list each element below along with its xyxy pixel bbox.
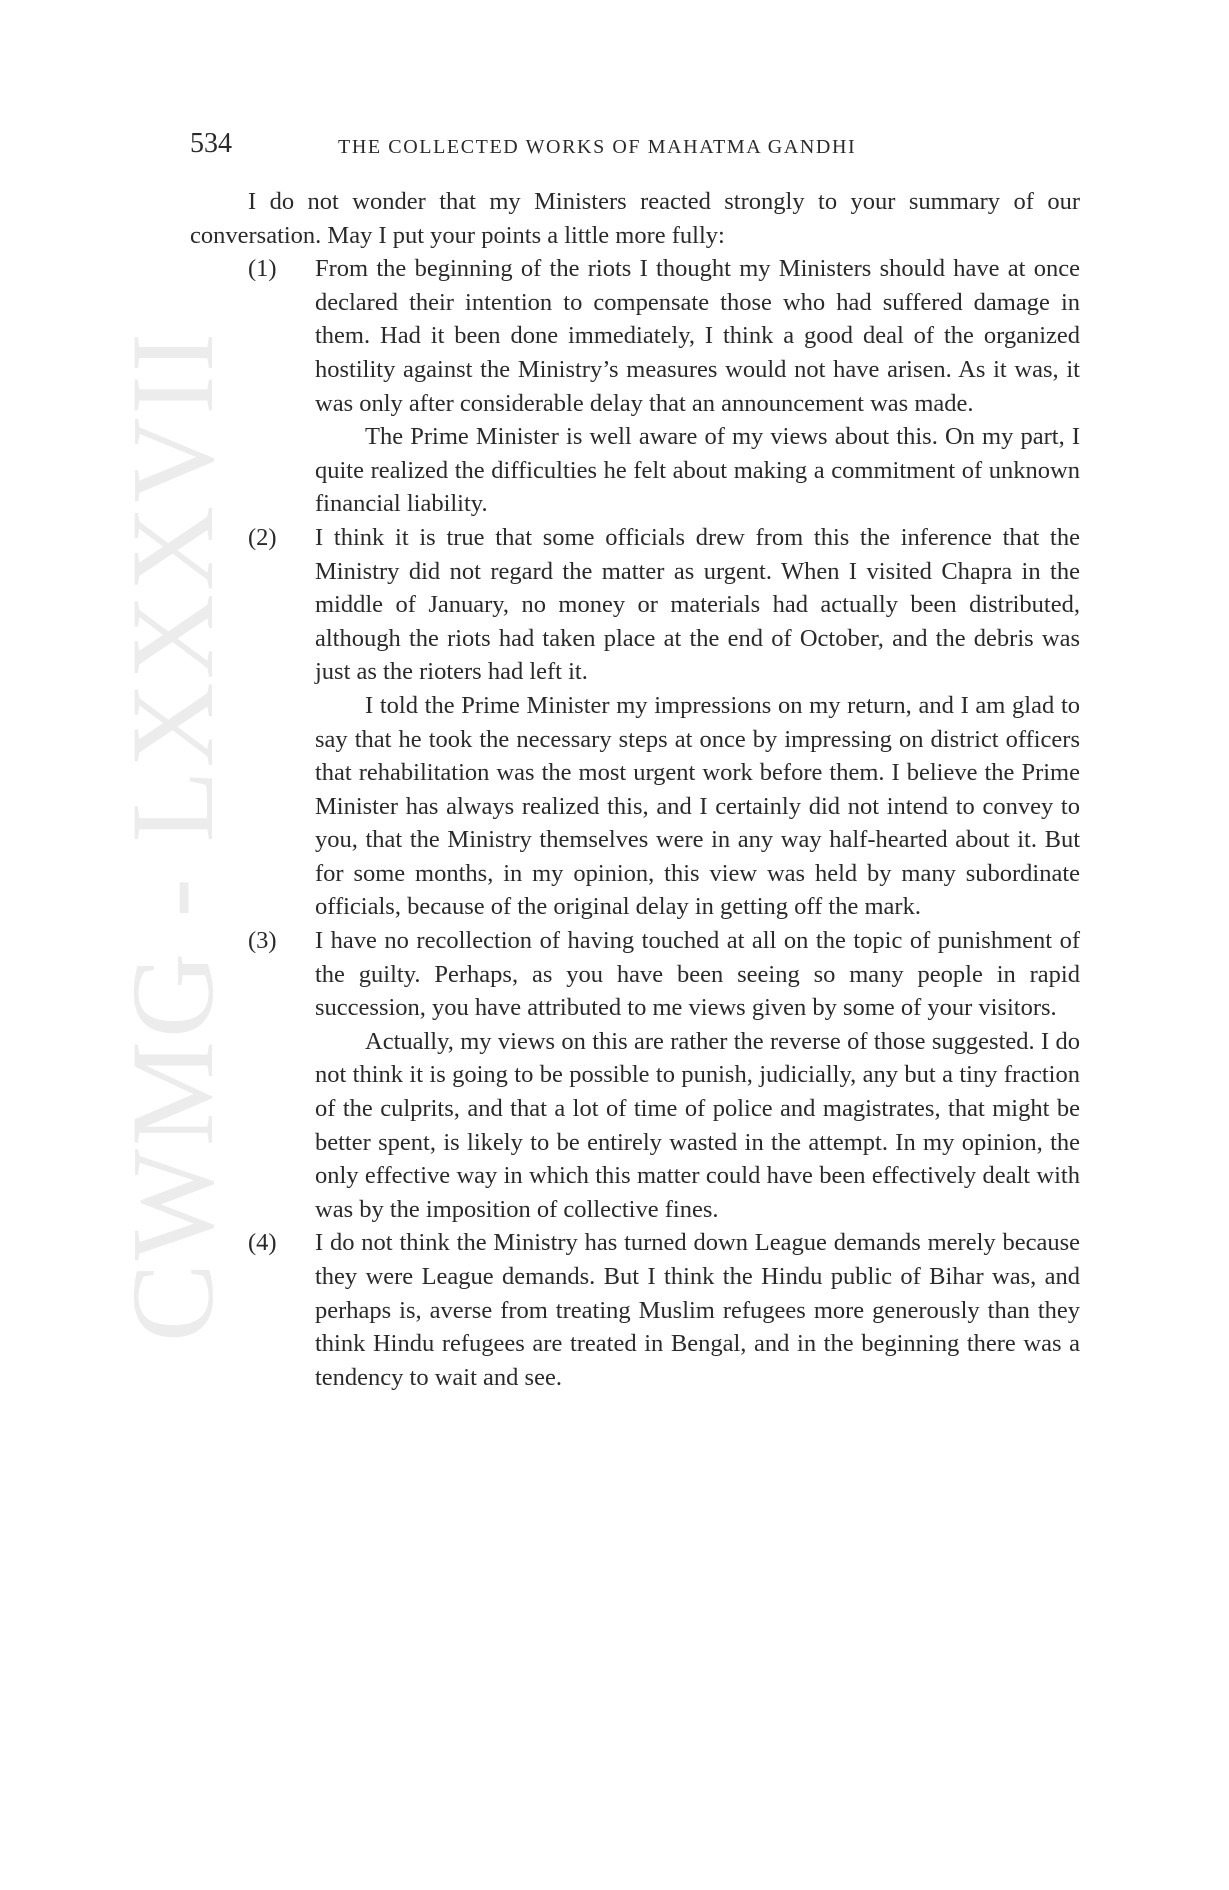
watermark-text: CWMG - LXXXVII (107, 330, 238, 1343)
page-number: 534 (190, 128, 232, 159)
list-item-3 (190, 924, 1080, 1025)
item-follow-paragraph: I told the Prime Minister my impressions on my return, and I am glad to say that he took the necessary steps at once by impressing on district officers that rehabilitation was the most urgent work before them. I believe the Prime Minister has always realized this, and I certainly did not intend to convey to you, that the Ministry themselves were in any way half-hearted about it. But for some months, in my opinion, this view was held by many subordinate officials, because of the original delay in getting off the mark. (315, 691, 1080, 921)
list-item-1 (190, 252, 1080, 420)
item-follow-paragraph: The Prime Minister is well aware of my views about this. On my part, I quite realized the difficulties he felt about making a commitment of unknown financial liability. (315, 423, 1080, 518)
item-number: (3) (248, 927, 277, 955)
item-text: From the beginning of the riots I thought my Ministers should have at once declared their intention to compensate those who had suffered damage in them. Had it been done immediately, I think a good deal of the organized hostility against the Ministry’s measures would not have arisen. As it was, it was only after considerable delay that an announcement was made. (315, 255, 1080, 417)
item-text: I do not think the Ministry has turned down League demands merely because they were League demands. But I think the Hindu public of Bihar was, and perhaps is, averse from treating Muslim refugees more generously than they think Hindu refugees are treated in Bengal, and in the beginning there was a tendency to wait and see. (315, 1229, 1080, 1391)
item-text: I have no recollection of having touched at all on the topic of punishment of the guilty. Perhaps, as you have been seeing so many people in rapid succession, you have attributed to me views given by some of your visitors. (315, 927, 1080, 1022)
item-follow-paragraph: Actually, my views on this are rather the reverse of those suggested. I do not think it is going to be possible to punish, judicially, any but a tiny fraction of the culprits, and that a lot of time of police and magistrates, that might be better spent, is likely to be entirely wasted in the attempt. In my opinion, the only effective way in which this matter could have been effectively dealt with was by the imposition of collective fines. (315, 1027, 1080, 1223)
item-number: (2) (248, 523, 277, 551)
list-item-4 (190, 1226, 1080, 1394)
item-text: I think it is true that some officials drew from this the inference that the Ministry did not regard the matter as urgent. When I visited Chapra in the middle of January, no money or materials had actually been distributed, although the riots had taken place at the end of October, and the debris was just as the rioters had left it. (315, 523, 1080, 686)
page-header (190, 128, 1080, 168)
intro-paragraph: I do not wonder that my Ministers reacted strongly to your summary of our conversation. May I put your points a little more fully: (190, 188, 1080, 249)
list-item-2 (190, 521, 1080, 689)
item-number: (1) (248, 255, 277, 283)
page-body (190, 185, 1080, 1394)
item-number: (4) (248, 1229, 277, 1257)
running-title: THE COLLECTED WORKS OF MAHATMA GANDHI (338, 136, 857, 158)
